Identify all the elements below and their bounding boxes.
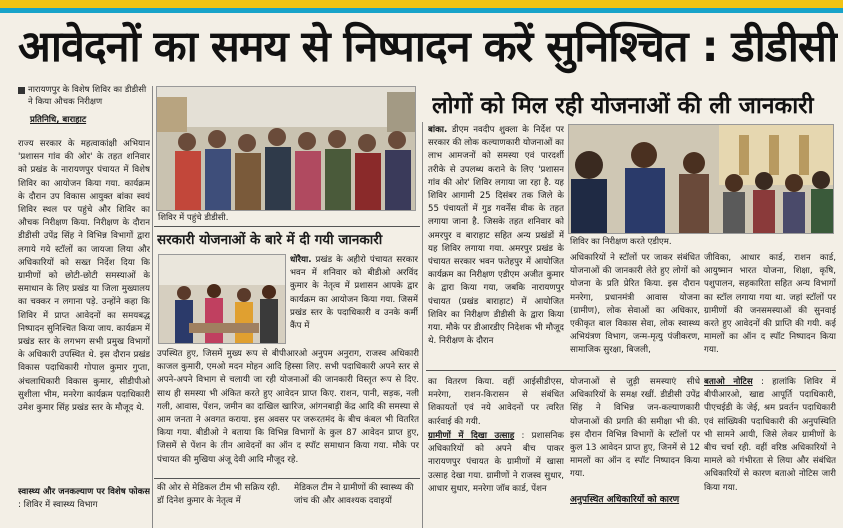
- top-blue-bar: [0, 8, 843, 13]
- bullet-text: नारायणपुर के विशेष शिविर का डीडीसी ने किया औचक निरीक्षण: [28, 85, 147, 107]
- right-col-a-bottom: योजनाओं से जुड़ी समस्याएं सीधे अधिकारियों के समक्ष रखीं. डीडीसी उपेंद्र सिंह ने विभिन्न जन-कल्याणकारी योजनाओं की प्रगति की समीक्षा भी की. इस दौरान विभिन्न विभागों के स्टॉलों पर कुल 13 आवेदन प्राप्त हुए, जिनमें से 12 मामलों का ऑन द स्पॉट निष्पादन किया गया.: [570, 377, 700, 480]
- bottom-fragment-left: की ओर से मेडिकल टीम भी सक्रिय रही. डॉ दिनेश कुमार के नेतृत्व में: [157, 483, 281, 507]
- inner-story-bottom-rule: [154, 478, 420, 479]
- middle-section-body: : प्रशासनिक अधिकारियों को अपने बीच पाकर नारायणपुर पंचायत के ग्रामीणों में खासा उत्साह देखा गया. ग्रामीणों ने राजस्व सुधार, आधार सुधार, मनरेगा जॉब कार्ड, पेंशन: [428, 431, 564, 494]
- headline: आवेदनों का समय से निष्पादन करें सुनिश्चित : डीडीसी: [18, 22, 838, 72]
- inner-top-body: प्रखंड के अहीरो पंचायत सरकार भवन में शनिवार को बीडीओ अरविंद कुमार के नेतृत्व में प्रशासन आपके द्वार कार्यक्रम का आयोजन किया गया. जिसमें प्रखंड स्तर के पदाधिकारी व उनके कर्मी कैंप में: [290, 255, 418, 332]
- byline: प्रतिनिधि, बाराहाट: [30, 115, 87, 125]
- left-bullet: [18, 84, 148, 114]
- photo-dhoraiya-camp: [158, 254, 286, 344]
- left-section-body: : शिविर में स्वास्थ्य विभाग: [18, 500, 98, 511]
- right-col-b-body: : हालांकि शिविर में बीपीआरओ, खाद्य आपूर्ति पदाधिकारी, पीएचईडी के जेई, श्रम प्रवर्तन पदाधिकारी एवं सांख्यिकी पदाधिकारी की अनुपस्थिति भी सामने आयी, जिसे लेकर ग्रामीणों के बीच चर्चा रही. वहीं वरिष्ठ अधिकारियों ने मामले को गंभीरता से लिया और संबंधित अधिकारियों से कारण बताओ नोटिस जारी किया गया.: [704, 377, 836, 493]
- subheadline: लोगों को मिल रही योजनाओं की ली जानकारी: [432, 93, 814, 118]
- middle-dateline: बांका.: [428, 125, 448, 135]
- photo-crowd-at-camp: [156, 86, 416, 211]
- photo2-caption: शिविर का निरीक्षण करते एडीएम.: [570, 237, 672, 247]
- middle-top-text: [428, 124, 564, 368]
- lower-section-rule: [426, 370, 836, 371]
- inner-story-top-rule: [154, 226, 420, 227]
- column-divider-1: [152, 86, 153, 528]
- bullet-square-icon: [18, 87, 25, 94]
- middle-top-body: डीएम नवदीप शुक्ला के निर्देश पर सरकार की लोक कल्याणकारी योजनाओं का लाभ आमजनों को समस्या एवं पारदर्शी तरीके से उपलब्ध कराने के लिए 'प्रशासन गांव की ओर' शिविर लगाया जा रहा है. यह शिविर आगामी 25 दिसंबर तक जिले के 55 पंचायतों में गुड गवर्नेंस वीक के तहत लगाया जाना है. जिसके तहत शनिवार को अमरपुर व बाराहाट सहित अन्य प्रखंडों में यह शिविर लगाया गया. अमरपुर प्रखंड के पंचायत सरकार भवन फतेहपुर में आयोजित कार्यक्रम का निरीक्षण एडीएम अजीत कुमार के द्वारा किया गया, जबकि नारायणपुर पंचायत (प्रखंड बाराहाट) में आयोजित शिविर का निरीक्षण डीडीसी के द्वारा किया गया. मौके पर डीआरडीए निदेशक भी मौजूद थे. निरीक्षण के दौरान: [428, 125, 564, 347]
- inner-dateline: धोरैया.: [290, 255, 312, 265]
- right-col-b-heading: बताओ नोटिस: [704, 377, 753, 387]
- middle-bottom-text: का वितरण किया. वहीं आईसीडीएस, मनरेगा, राशन-किरासन से संबंधित शिकायतों एवं नये आवेदनों पर त्वरित कार्रवाई की गयी.: [428, 377, 564, 427]
- right-col-b-bottom: [704, 376, 836, 510]
- middle-section-heading: ग्रामीणों में दिखा उत्साह: [428, 431, 515, 441]
- photo1-caption: शिविर में पहुंचे डीडीसी.: [158, 213, 229, 223]
- column-divider-2: [422, 122, 423, 528]
- right-col-a-top: अधिकारियों ने स्टॉलों पर जाकर संबंधित योजनाओं की जानकारी लेते हुए लोगों को योजना के प्रति प्रेरित किया. इस दौरान मनरेगा, प्रधानमंत्री आवास योजना (ग्रामीण), लोक सेवाओं का अधिकार, एकीकृत बाल विकास सेवा, लोक स्वास्थ्य अभियंत्रण विभाग, जन्म-मृत्यु पंजीकरण, सामाजिक सुरक्षा, बिजली,: [570, 253, 700, 356]
- left-story-body: राज्य सरकार के महत्वाकांक्षी अभियान 'प्रशासन गांव की ओर' के तहत शनिवार को प्रखंड के नारायणपुर पंचायत में विशेष शिविर का आयोजन किया गया. कार्यक्रम के दौरान उप विकास आयुक्त बांका स्वयं शिविर स्थल पर पहुंचे और शिविर का औचक निरीक्षण किया. निरीक्षण के दौरान डीडीसी उपेंद्र सिंह ने विभिन्न विभागों द्वारा लगाये गये स्टॉलों का जायजा लिया और अधिकारियों को सख्त निर्देश दिया कि ग्रामीणों को छोटी-छोटी समस्याओं के समाधान के लिए प्रखंड या जिला मुख्यालय का चक्कर न लगाना पड़े. उन्होंने कहा कि शिविर में प्राप्त आवेदनों का समयबद्ध निष्पादन सुनिश्चित किया जाय. कार्यक्रम में प्रखंड स्तर के लगभग सभी प्रमुख विभागों के अधिकारी उपस्थित थे. इस दौरान प्रखंड विकास पदाधिकारी गोपाल कुमार गुप्ता, अंचलाधिकारी विकास कुमार, सीडीपीओ सुशीला भीम, मनरेगा कार्यक्रम पदाधिकारी उमेश कुमार सिंह प्रखंड स्तर के मौजूद थे.: [18, 139, 150, 414]
- inner-story-heading: सरकारी योजनाओं के बारे में दी गयी जानकारी: [157, 232, 383, 248]
- top-yellow-bar: [0, 0, 843, 8]
- inner-story-bottom-text: उपस्थित हुए, जिसमें मुख्य रूप से बीपीआरओ अनुपम अनुराग, राजस्व अधिकारी काजल कुमारी, एमओ मदन मोहन आदि हिस्सा लिए. सभी पदाधिकारी अपने स्तर से अपने-अपने विभाग से चलायी जा रही योजनाओं की जानकारी विस्तृत रूप से दिए. साथ ही समस्या भी अंकित करते हुए आवेदन प्राप्त किए. राशन, पानी, सड़क, नली गली, आवास, पेंशन, जमीन का दाखिल खारिज, आंगनबाड़ी केंद्र आदि की समस्या से आम जनता ने अवगत कराया. इस अवसर पर जरूरतमंद के बीच कंबल भी वितरित किया गया. बीडीओ ने बताया कि विभिन्न विभागों के कुल 87 आवेदन प्राप्त हुए, जिसमें से पेंशन के तीन आवेदनों का ऑन द स्पॉट समाधान किया गया. मौके पर पंचायत की मुखिया अंजू देवी आदि मौजूद रहे.: [157, 349, 419, 465]
- left-section: [18, 486, 150, 528]
- inner-story-top-text: [290, 254, 418, 346]
- middle-section: [428, 430, 564, 528]
- bottom-fragment-mid: मेडिकल टीम ने ग्रामीणों की स्वास्थ्य की जांच की और आवश्यक दवाइयों: [294, 483, 414, 507]
- photo-adm-inspection: [568, 124, 834, 234]
- left-section-heading: स्वास्थ्य और जनकल्याण पर विशेष फोकस: [18, 487, 150, 497]
- right-col-b-top: जीविका, आधार कार्ड, राशन कार्ड, आयुष्मान भारत योजना, शिक्षा, कृषि, पशुपालन, सहकारिता सहित अन्य विभागों का स्टॉल लगाया गया था. जहां स्टॉलों पर ग्रामीणों की जनसमस्याओं की सुनवाई करते हुए आवेदनों की प्राप्ति की गयी. कई मामलों का ऑन द स्पॉट निष्पादन किया गया.: [704, 253, 836, 356]
- right-col-a-heading: अनुपस्थित अधिकारियों को कारण: [570, 495, 680, 505]
